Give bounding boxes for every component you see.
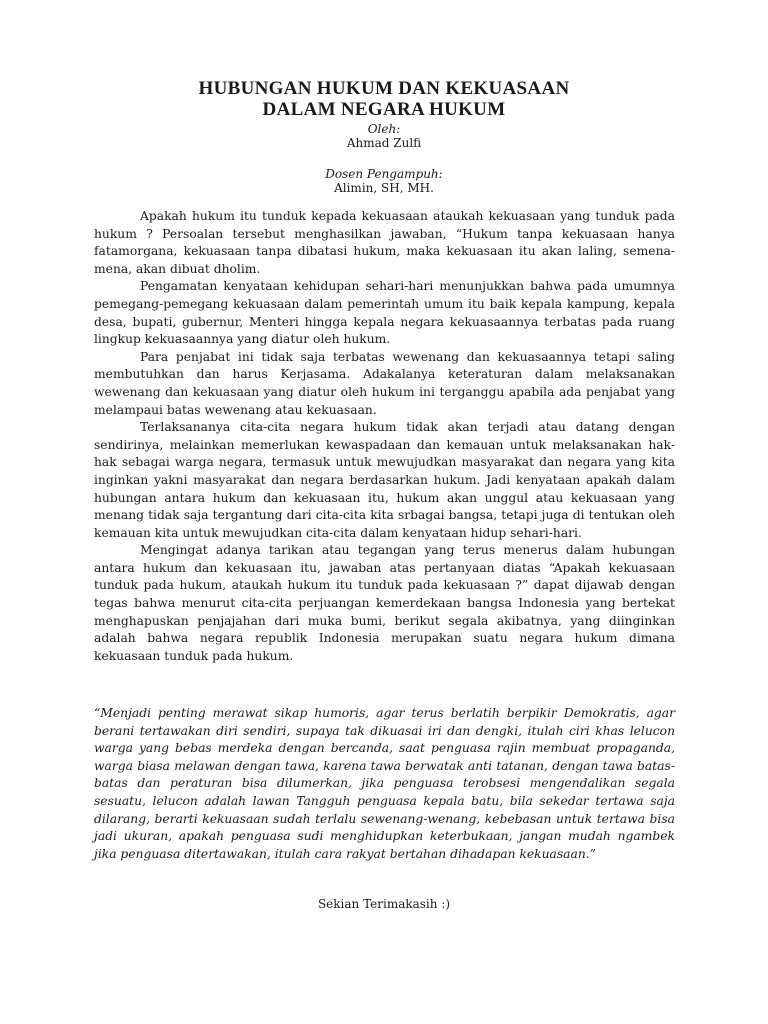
paragraph-1: Apakah hukum itu tunduk kepada kekuasaan ataukah kekuasaan yang tunduk pada hukum ? Persoalan tersebut menghasilkan jawaban, “Hukum tanpa kekuasaan hanya fatamorgana, kekuasaan tanpa dibatasi hukum, maka kekuasaan itu akan laling, semena-mena, akan dibuat dholim. <box>94 209 675 276</box>
quote-block: “Menjadi penting merawat sikap humoris, agar terus berlatih berpikir Demokratis, agar berani tertawakan diri sendiri, supaya tak dikuasai iri dan dengki, itulah ciri khas lelucon warga yang bebas merdeka dengan bercanda, saat penguasa rajin membuat propaganda, warga biasa melawan dengan tawa, karena tawa berwatak anti tatanan, dengan tawa batas-batas dan peraturan bisa dilumerkan, jika penguasa terobsesi mengendalikan segala sesuatu, lelucon adalah lawan Tangguh penguasa kepala batu, bila sekedar tertawa saja dilarang, berarti kekuasaan sudah terlalu sewenang-wenang, kebebasan untuk tertawa bisa jadi ukuran, apakah penguasa sudi menghidupkan keterbukaan, jangan mudah ngambek jika penguasa ditertawakan, itulah cara rakyat bertahan dihadapan kekuasaan.” <box>94 706 675 861</box>
paragraph-2: Pengamatan kenyataan kehidupan sehari-hari menunjukkan bahwa pada umumnya pemegang-pemegang kekuasaan dalam pemerintah umum itu baik kepala kampung, kepala desa, bupati, gubernur, Menteri hingga kepala negara kekuasaannya terbatas pada ruang lingkup kekuasaannya yang diatur oleh hukum. <box>94 279 675 347</box>
author-name: Ahmad Zulfi <box>346 136 422 150</box>
lecturer-name: Alimin, SH, MH. <box>334 181 434 195</box>
paragraph-3: Para penjabat ini tidak saja terbatas wewenang dan kekuasaannya tetapi saling membutuhkan dan harus Kerjasama. Adakalanya keteraturan dalam melaksanakan wewenang dan kekuasaan yang diatur oleh hukum ini terganggu apabila ada penjabat yang melampaui batas wewenang atau kekuasaan. <box>94 349 675 417</box>
title-line-1: HUBUNGAN HUKUM DAN KEKUASAAN <box>198 78 570 99</box>
closing-text: Sekian Terimakasih :) <box>317 897 451 911</box>
author-label: Oleh: <box>367 122 401 136</box>
paragraph-4: Terlaksananya cita-cita negara hukum tidak akan terjadi atau datang dengan sendirinya, melainkan memerlukan kewaspadaan dan kemauan untuk melaksanakan hak-hak sebagai warga negara, termasuk untuk mewujudkan masyarakat dan negara yang kita inginkan yakni masyarakat dan negara berdasarkan hukum. Jadi kenyataan apakah dalam hubungan antara hukum dan kekuasaan itu, hukum akan unggul atau kekuasaan yang menang tidak saja tergantung dari cita-cita kita srbagai bangsa, tetapi juga di tentukan oleh kemauan kita untuk mewujudkan cita-cita dalam kenyataan hidup sehari-hari. <box>94 420 675 540</box>
lecturer-label: Dosen Pengampuh: <box>325 167 443 181</box>
paragraph-5: Mengingat adanya tarikan atau tegangan yang terus menerus dalam hubungan antara hukum dan kekuasaan itu, jawaban atas pertanyaan diatas “Apakah kekuasaan tunduk pada hukum, ataukah hukum itu tunduk pada kekuasaan ?” dapat dijawab dengan tegas bahwa menurut cita-cita perjuangan kemerdekaan bangsa Indonesia yang bertekat menghapuskan penjajahan dari muka bumi, berikut segala akibatnya, yang diinginkan adalah bahwa negara republik Indonesia merupakan suatu negara hukum dimana kekuasaan tunduk pada hukum. <box>94 543 675 663</box>
title-line-2: DALAM NEGARA HUKUM <box>262 99 506 120</box>
body-text <box>94 208 675 665</box>
